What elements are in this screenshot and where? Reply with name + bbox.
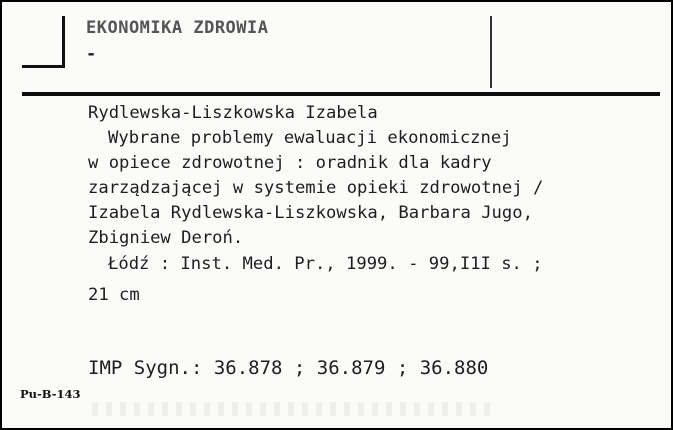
subject-heading: EKONOMIKA ZDROWIA (86, 18, 269, 38)
header-divider-line (490, 16, 492, 88)
authors-line-2: Zbigniew Deroń. (88, 228, 244, 248)
subject-subheading: - (86, 44, 97, 64)
imprint-line: Łódź : Inst. Med. Pr., 1999. - 99,I1I s. ; (108, 254, 543, 274)
corner-vertical-line (62, 16, 65, 68)
author-line: Rydlewska-Liszkowska Izabela (88, 103, 378, 123)
authors-line-1: Izabela Rydlewska-Liszkowska, Barbara Jugo, (88, 203, 533, 223)
corner-horizontal-line (22, 65, 65, 68)
title-line-3: zarządzającej w systemie opieki zdrowotnej / (88, 178, 544, 198)
header-rule (22, 92, 660, 96)
faded-bleed-through (92, 402, 492, 416)
call-number: IMP Sygn.: 36.878 ; 36.879 ; 36.880 (88, 357, 489, 379)
title-line-2: w opiece zdrowotnej : oradnik dla kadry (88, 153, 492, 173)
dimensions-line: 21 cm (88, 285, 140, 305)
card-stamp: Pu-B-143 (20, 387, 81, 401)
title-line-1: Wybrane problemy ewaluacji ekonomicznej (108, 128, 512, 148)
